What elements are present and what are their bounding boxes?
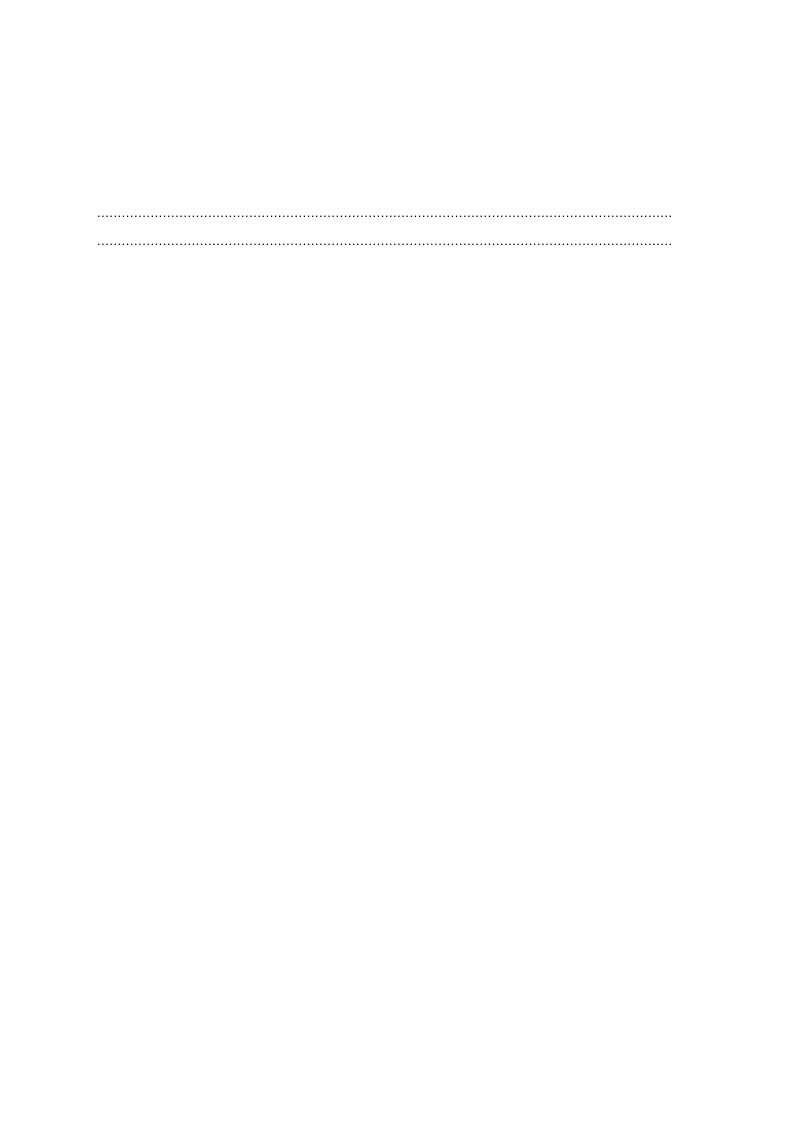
toc-entry-introduction[interactable]: [94, 232, 698, 250]
toc-entry-avant-propos[interactable]: [94, 204, 698, 222]
toc-leader-dots: [97, 232, 672, 250]
toc-leader-dots: [97, 204, 672, 222]
withdrawn-watermark: [150, 290, 650, 670]
